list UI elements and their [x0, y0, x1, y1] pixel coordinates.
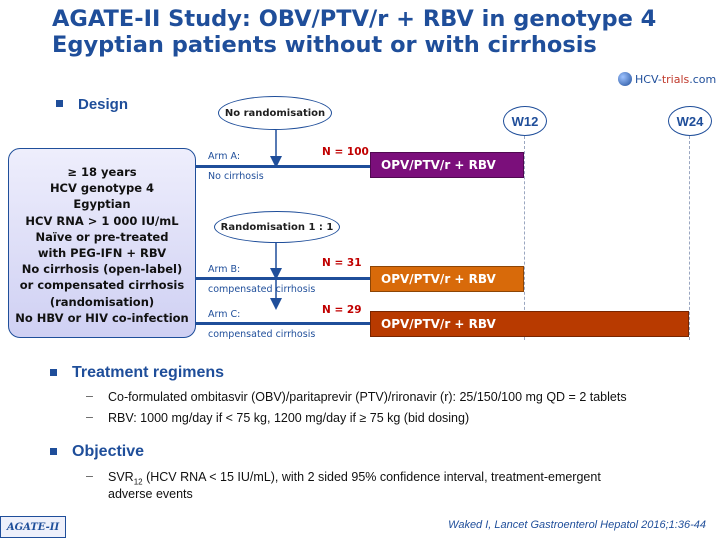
no-randomisation-oval: No randomisation	[218, 96, 332, 130]
week-24-marker: W24	[668, 106, 712, 136]
arm-c-label: Arm C:	[208, 309, 241, 320]
arm-a-n: N = 100	[322, 146, 369, 158]
arm-a-label: Arm A:	[208, 151, 241, 162]
week-24-dashed-line	[689, 136, 690, 340]
criteria-line: No cirrhosis (open-label)	[21, 262, 183, 277]
treatment-item: RBV: 1000 mg/day if < 75 kg, 1200 mg/day if ≥ 75 kg (bid dosing)	[108, 411, 470, 425]
treatment-item: Co-formulated ombitasvir (OBV)/paritaprevir (PTV)/rironavir (r): 25/150/100 mg QD = 2 tablets	[108, 390, 627, 404]
arm-a-line	[196, 165, 370, 168]
dash-icon: –	[86, 389, 93, 403]
title-line-2: Egyptian patients without or with cirrhosis	[52, 32, 597, 58]
criteria-line: (randomisation)	[49, 294, 155, 309]
criteria-line: with PEG-IFN + RBV	[37, 246, 167, 260]
logo-text: HCV-trials.com	[635, 72, 717, 86]
randomisation-oval: Randomisation 1 : 1	[214, 211, 340, 243]
globe-icon	[618, 72, 632, 86]
objective-heading: Objective	[72, 443, 145, 460]
criteria-line: HCV genotype 4	[49, 181, 155, 196]
criteria-line: ≥ 18 years	[67, 164, 137, 179]
dash-icon: –	[86, 410, 93, 424]
arm-b-population: compensated cirrhosis	[208, 284, 316, 295]
arm-b-n: N = 31	[322, 257, 362, 269]
title-line-1: AGATE-II Study: OBV/PTV/r + RBV in genotype 4	[52, 6, 657, 32]
study-badge: AGATE-II	[0, 516, 66, 538]
arm-c-line	[196, 322, 370, 325]
arm-a-regimen-bar: OPV/PTV/r + RBV	[370, 152, 524, 178]
reference-citation: Waked I, Lancet Gastroenterol Hepatol 2016;1:36-44	[448, 519, 706, 531]
objective-line-2: adverse events	[108, 487, 193, 501]
objective-line-1: $SVR_{12}$ (HCV RNA < 15 IU/mL), with 2 sided 95% confidence interval, treatment-emergent	[108, 470, 601, 487]
criteria-line: or compensated cirrhosis	[19, 278, 185, 293]
arrows-svg	[266, 128, 286, 328]
arm-c-regimen-bar: OPV/PTV/r + RBV	[370, 311, 689, 337]
bullet-icon	[50, 369, 57, 376]
hcv-trials-logo	[618, 72, 716, 86]
dash-icon: –	[86, 469, 93, 483]
week-12-marker: W12	[503, 106, 547, 136]
arm-c-population: compensated cirrhosis	[208, 329, 316, 340]
inclusion-criteria-box	[8, 148, 196, 338]
arm-a-population: No cirrhosis	[208, 171, 264, 182]
bullet-icon	[56, 100, 63, 107]
criteria-line: Naïve or pre-treated	[35, 229, 169, 244]
arm-b-regimen-bar: OPV/PTV/r + RBV	[370, 266, 524, 292]
arm-c-n: N = 29	[322, 304, 362, 316]
week-12-dashed-line	[524, 136, 525, 340]
arm-b-label: Arm B:	[208, 264, 241, 275]
criteria-line: HCV RNA > 1 000 IU/mL	[25, 213, 179, 228]
bullet-icon	[50, 448, 57, 455]
page-title	[52, 6, 672, 58]
criteria-line: Egyptian	[73, 197, 131, 212]
arm-b-line	[196, 277, 370, 280]
design-heading: Design	[78, 96, 129, 113]
criteria-line: No HBV or HIV co-infection	[15, 310, 189, 325]
treatment-heading: Treatment regimens	[72, 364, 225, 381]
